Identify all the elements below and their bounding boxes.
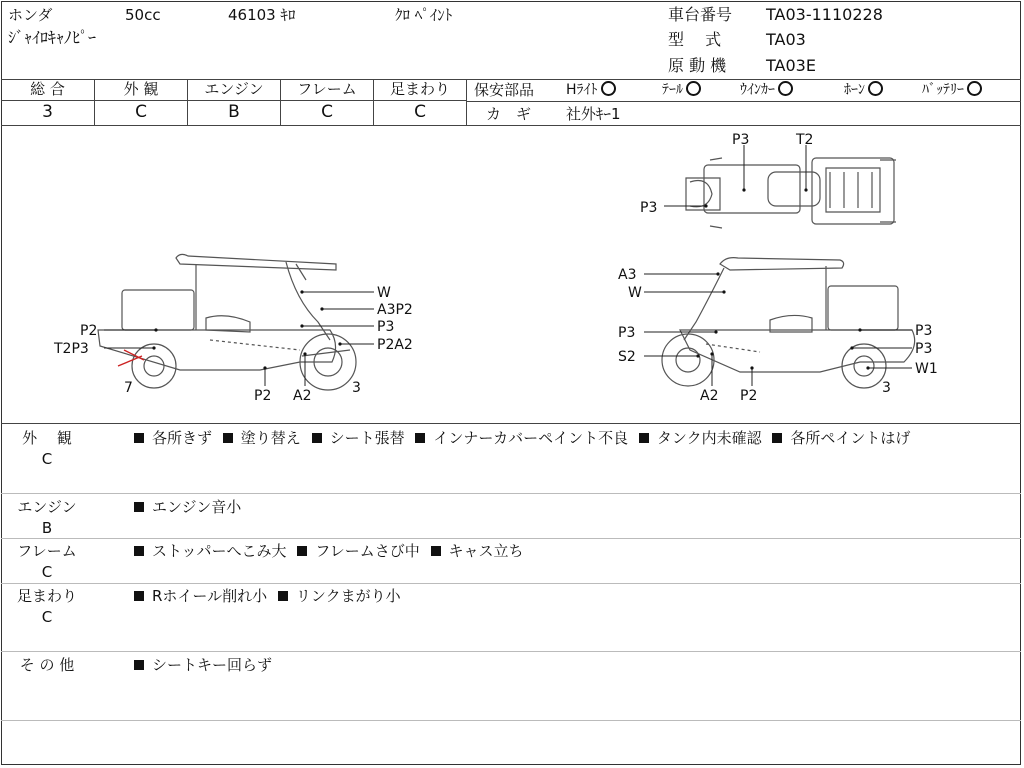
rule bbox=[1, 720, 1021, 721]
remark-items-engine: エンジン音小 bbox=[134, 497, 1010, 518]
label-right-p3a: P3 bbox=[618, 325, 636, 341]
label-top-t2: T2 bbox=[796, 132, 814, 148]
label-right-3: 3 bbox=[882, 380, 891, 396]
grade-exterior: C bbox=[135, 102, 147, 122]
label-right-p3c: P3 bbox=[915, 341, 933, 357]
engine-value: TA03E bbox=[766, 56, 816, 75]
safety-horn: ﾎｰﾝ bbox=[844, 81, 883, 99]
rule bbox=[1, 100, 467, 101]
grade-engine: B bbox=[228, 102, 240, 122]
remark-items-other: シートキー回らず bbox=[134, 655, 1010, 676]
remark-label-suspension: 足まわり C bbox=[16, 587, 77, 626]
grade-header-exterior: 外 観 bbox=[123, 80, 159, 98]
rule bbox=[466, 79, 467, 125]
ok-mark-icon bbox=[601, 81, 616, 96]
ok-mark-icon bbox=[778, 81, 793, 96]
label-left-t2p3: T2P3 bbox=[54, 341, 89, 357]
left-side-scooter bbox=[98, 254, 356, 390]
label-right-p2: P2 bbox=[740, 388, 758, 404]
key-value: 社外ｷｰ1 bbox=[566, 105, 621, 123]
label-right-w: W bbox=[628, 285, 642, 301]
mileage: 46103 ｷﾛ bbox=[228, 6, 296, 24]
grade-header-suspension: 足まわり bbox=[389, 80, 450, 98]
remark-items-exterior: 各所きず 塗り替え シート張替 インナーカバーペイント不良 タンク内未確認 各所ペイントはげ bbox=[134, 428, 1010, 449]
label-left-w: W bbox=[377, 285, 391, 301]
safety-label: 保安部品 bbox=[474, 81, 535, 99]
safety-headlight: Hﾗｲﾄ bbox=[566, 81, 616, 99]
remark-label-exterior: 外 観 C bbox=[22, 429, 72, 468]
label-left-a3p2: A3P2 bbox=[377, 302, 413, 318]
type-value: TA03 bbox=[766, 30, 806, 49]
engine-label: 原 動 機 bbox=[668, 56, 727, 75]
label-right-w1: W1 bbox=[915, 361, 938, 377]
remark-items-suspension: Rホイール削れ小 リンクまがり小 bbox=[134, 586, 1010, 607]
rule bbox=[467, 101, 1021, 102]
chassis-value: TA03-1110228 bbox=[766, 5, 883, 24]
rule bbox=[1, 583, 1021, 584]
grade-frame: C bbox=[321, 102, 333, 122]
remark-items-frame: ストッパーへこみ大 フレームさび中 キャス立ち bbox=[134, 541, 1010, 562]
grade-suspension: C bbox=[414, 102, 426, 122]
label-top-p3b: P3 bbox=[640, 200, 658, 216]
top-view-scooter bbox=[686, 158, 896, 228]
rule bbox=[1, 423, 1021, 424]
remark-label-engine: エンジン B bbox=[17, 498, 77, 537]
label-left-a2: A2 bbox=[293, 388, 312, 404]
grade-overall: 3 bbox=[42, 102, 53, 122]
label-right-a2: A2 bbox=[700, 388, 719, 404]
model-name: ｼﾞｬｲﾛｷｬﾉﾋﾟｰ bbox=[8, 28, 97, 47]
rule bbox=[1, 651, 1021, 652]
remark-label-other: そ の 他 bbox=[19, 656, 75, 674]
ok-mark-icon bbox=[868, 81, 883, 96]
label-right-p3b: P3 bbox=[915, 323, 933, 339]
rule bbox=[1, 493, 1021, 494]
remark-label-frame: フレーム C bbox=[17, 542, 77, 581]
type-label: 型 式 bbox=[668, 30, 722, 49]
displacement: 50cc bbox=[125, 6, 161, 24]
label-right-a3: A3 bbox=[618, 267, 637, 283]
grade-header-engine: エンジン bbox=[204, 80, 264, 98]
grade-header-frame: フレーム bbox=[297, 80, 357, 98]
color: ｸﾛ ﾍﾟｲﾝﾄ bbox=[395, 6, 453, 24]
key-label: カ ギ bbox=[486, 105, 532, 123]
safety-battery: ﾊﾞｯﾃﾘｰ bbox=[922, 81, 982, 99]
chassis-label: 車台番号 bbox=[668, 5, 733, 24]
ok-mark-icon bbox=[967, 81, 982, 96]
ok-mark-icon bbox=[686, 81, 701, 96]
label-left-7: 7 bbox=[124, 380, 133, 396]
label-left-p2: P2 bbox=[80, 323, 98, 339]
label-left-3: 3 bbox=[352, 380, 361, 396]
safety-winker: ｳｲﾝｶｰ bbox=[740, 81, 793, 99]
label-left-p2b: P2 bbox=[254, 388, 272, 404]
label-left-p3: P3 bbox=[377, 319, 395, 335]
maker: ホンダ bbox=[8, 6, 53, 24]
grade-header-overall: 総 合 bbox=[30, 80, 65, 98]
damage-diagram bbox=[0, 126, 1022, 422]
safety-tail: ﾃｰﾙ bbox=[662, 81, 701, 99]
label-left-p2a2: P2A2 bbox=[377, 337, 413, 353]
rule bbox=[1, 538, 1021, 539]
label-right-s2: S2 bbox=[618, 349, 636, 365]
label-top-p3a: P3 bbox=[732, 132, 750, 148]
